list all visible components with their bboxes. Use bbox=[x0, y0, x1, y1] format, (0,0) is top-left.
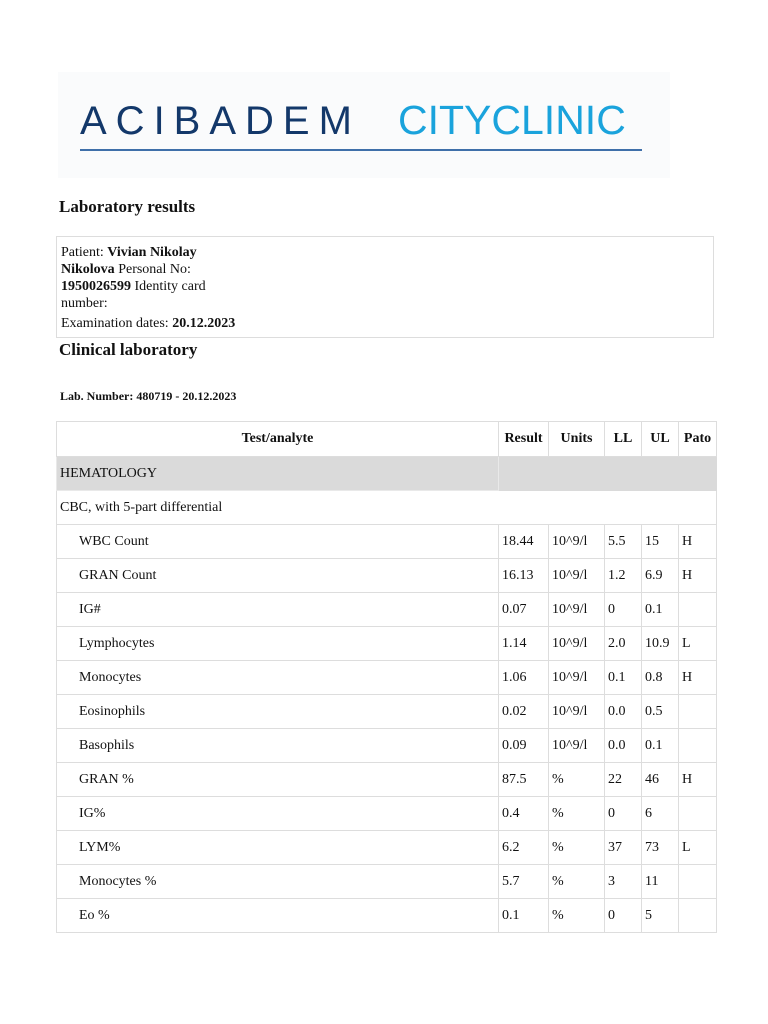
table-row bbox=[57, 899, 717, 933]
col-header-ll: LL bbox=[605, 422, 642, 457]
cell-ll: 1.2 bbox=[605, 559, 642, 593]
cell-units: 10^9/l bbox=[549, 627, 605, 661]
cell-ul: 10.9 bbox=[642, 627, 679, 661]
cell-units: 10^9/l bbox=[549, 593, 605, 627]
cell-ll: 5.5 bbox=[605, 525, 642, 559]
logo-underline bbox=[80, 149, 642, 151]
col-header-units: Units bbox=[549, 422, 605, 457]
patient-details bbox=[61, 244, 243, 312]
cell-result: 6.2 bbox=[499, 831, 549, 865]
cell-name: GRAN Count bbox=[57, 559, 499, 593]
cell-pato bbox=[679, 729, 717, 763]
section-label: HEMATOLOGY bbox=[57, 457, 499, 491]
cell-ul: 5 bbox=[642, 899, 679, 933]
cell-name: LYM% bbox=[57, 831, 499, 865]
result-rows bbox=[57, 525, 717, 933]
cell-pato bbox=[679, 899, 717, 933]
table-row bbox=[57, 559, 717, 593]
cell-ll: 37 bbox=[605, 831, 642, 865]
logo-brand-primary: ACIBADEM bbox=[80, 99, 361, 143]
page-title: Laboratory results bbox=[59, 197, 196, 216]
id-card-label: Identity card number: bbox=[61, 279, 206, 311]
cell-units: % bbox=[549, 831, 605, 865]
cell-units: % bbox=[549, 865, 605, 899]
cell-result: 16.13 bbox=[499, 559, 549, 593]
cell-result: 87.5 bbox=[499, 763, 549, 797]
cell-name: IG% bbox=[57, 797, 499, 831]
table-row bbox=[57, 627, 717, 661]
table-header-row bbox=[57, 422, 717, 457]
group-row bbox=[57, 491, 717, 525]
cell-ul: 46 bbox=[642, 763, 679, 797]
table-row bbox=[57, 831, 717, 865]
section-row bbox=[57, 457, 717, 491]
cell-name: WBC Count bbox=[57, 525, 499, 559]
results-table bbox=[56, 421, 717, 933]
table-row bbox=[57, 661, 717, 695]
cell-name: Monocytes bbox=[57, 661, 499, 695]
cell-pato bbox=[679, 797, 717, 831]
cell-pato: H bbox=[679, 525, 717, 559]
cell-ll: 0.0 bbox=[605, 729, 642, 763]
cell-ul: 0.5 bbox=[642, 695, 679, 729]
cell-result: 0.09 bbox=[499, 729, 549, 763]
cell-pato: H bbox=[679, 763, 717, 797]
personal-no-label: Personal No: bbox=[118, 262, 191, 277]
cell-ll: 0 bbox=[605, 899, 642, 933]
cell-name: Monocytes % bbox=[57, 865, 499, 899]
lab-number: Lab. Number: 480719 - 20.12.2023 bbox=[60, 389, 237, 403]
cell-units: 10^9/l bbox=[549, 729, 605, 763]
cell-pato bbox=[679, 865, 717, 899]
cell-ll: 22 bbox=[605, 763, 642, 797]
cell-pato: H bbox=[679, 661, 717, 695]
cell-result: 1.14 bbox=[499, 627, 549, 661]
cell-units: 10^9/l bbox=[549, 695, 605, 729]
cell-name: Lymphocytes bbox=[57, 627, 499, 661]
cell-pato: H bbox=[679, 559, 717, 593]
col-header-pato: Pato bbox=[679, 422, 717, 457]
cell-result: 0.4 bbox=[499, 797, 549, 831]
cell-pato bbox=[679, 593, 717, 627]
section-fill bbox=[499, 457, 717, 491]
cell-ul: 6 bbox=[642, 797, 679, 831]
cell-ul: 15 bbox=[642, 525, 679, 559]
cell-ll: 0.1 bbox=[605, 661, 642, 695]
col-header-result: Result bbox=[499, 422, 549, 457]
clinic-logo bbox=[58, 72, 670, 178]
personal-no: 1950026599 bbox=[61, 279, 131, 294]
exam-dates: 20.12.2023 bbox=[172, 316, 236, 331]
cell-result: 1.06 bbox=[499, 661, 549, 695]
col-header-test: Test/analyte bbox=[57, 422, 499, 457]
cell-pato: L bbox=[679, 831, 717, 865]
cell-name: Eo % bbox=[57, 899, 499, 933]
cell-ul: 0.1 bbox=[642, 729, 679, 763]
group-label: CBC, with 5-part differential bbox=[57, 491, 717, 525]
cell-units: 10^9/l bbox=[549, 559, 605, 593]
table-row bbox=[57, 865, 717, 899]
patient-name: Vivian Nikolay Nikolova bbox=[61, 245, 197, 277]
logo-brand-secondary: CITYCLINIC bbox=[398, 97, 626, 143]
patient-label: Patient: bbox=[61, 245, 104, 260]
cell-pato: L bbox=[679, 627, 717, 661]
cell-ul: 73 bbox=[642, 831, 679, 865]
cell-ul: 0.8 bbox=[642, 661, 679, 695]
cell-units: 10^9/l bbox=[549, 525, 605, 559]
col-header-ul: UL bbox=[642, 422, 679, 457]
cell-ll: 0 bbox=[605, 797, 642, 831]
table-row bbox=[57, 797, 717, 831]
cell-result: 18.44 bbox=[499, 525, 549, 559]
cell-units: 10^9/l bbox=[549, 661, 605, 695]
table-row bbox=[57, 695, 717, 729]
patient-info-box bbox=[56, 236, 714, 338]
cell-result: 0.07 bbox=[499, 593, 549, 627]
table-row bbox=[57, 525, 717, 559]
cell-ll: 0.0 bbox=[605, 695, 642, 729]
cell-ll: 3 bbox=[605, 865, 642, 899]
cell-result: 0.1 bbox=[499, 899, 549, 933]
cell-units: % bbox=[549, 797, 605, 831]
exam-dates-line bbox=[61, 315, 713, 332]
cell-result: 5.7 bbox=[499, 865, 549, 899]
cell-name: Basophils bbox=[57, 729, 499, 763]
cell-units: % bbox=[549, 763, 605, 797]
cell-pato bbox=[679, 695, 717, 729]
table-row bbox=[57, 729, 717, 763]
cell-units: % bbox=[549, 899, 605, 933]
cell-result: 0.02 bbox=[499, 695, 549, 729]
cell-ul: 6.9 bbox=[642, 559, 679, 593]
table-row bbox=[57, 593, 717, 627]
exam-dates-label: Examination dates: bbox=[61, 316, 169, 331]
cell-ul: 11 bbox=[642, 865, 679, 899]
cell-ll: 0 bbox=[605, 593, 642, 627]
cell-ll: 2.0 bbox=[605, 627, 642, 661]
table-row bbox=[57, 763, 717, 797]
cell-name: IG# bbox=[57, 593, 499, 627]
cell-name: Eosinophils bbox=[57, 695, 499, 729]
cell-name: GRAN % bbox=[57, 763, 499, 797]
cell-ul: 0.1 bbox=[642, 593, 679, 627]
section-title: Clinical laboratory bbox=[59, 340, 198, 359]
